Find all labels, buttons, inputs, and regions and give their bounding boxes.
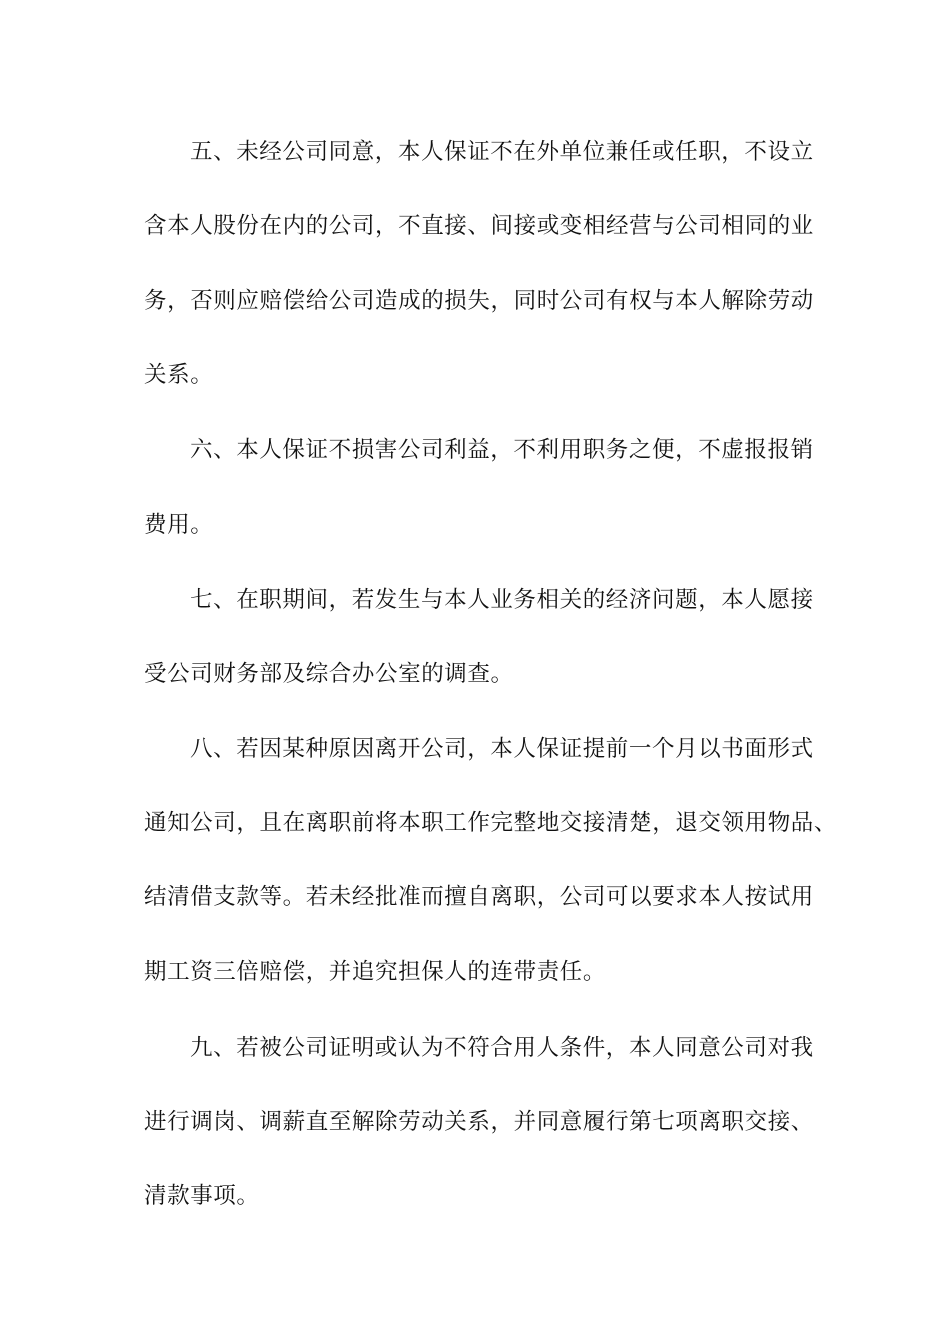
- clause-8-line-2: 通知公司，且在离职前将本职工作完整地交接清楚，退交领用物品、: [144, 810, 838, 836]
- clause-9-line-1: 九、若被公司证明或认为不符合用人条件，本人同意公司对我: [190, 1035, 814, 1061]
- clause-7-line-2: 受公司财务部及综合办公室的调查。: [144, 661, 514, 687]
- clause-6-line-2: 费用。: [144, 512, 214, 538]
- clause-6-line-1: 六、本人保证不损害公司利益，不利用职务之便，不虚报报销: [190, 437, 814, 463]
- clause-7-line-1: 七、在职期间，若发生与本人业务相关的经济问题，本人愿接: [190, 587, 814, 613]
- clause-5-line-1: 五、未经公司同意，本人保证不在外单位兼任或任职，不设立: [190, 139, 814, 165]
- clause-9-line-2: 进行调岗、调薪直至解除劳动关系，并同意履行第七项离职交接、: [144, 1109, 814, 1135]
- clause-8-line-1: 八、若因某种原因离开公司，本人保证提前一个月以书面形式: [190, 736, 814, 762]
- clause-8-line-3: 结清借支款等。若未经批准而擅自离职，公司可以要求本人按试用: [144, 884, 814, 910]
- clause-5-line-4: 关系。: [144, 362, 214, 388]
- clause-5-line-2: 含本人股份在内的公司，不直接、间接或变相经营与公司相同的业: [144, 213, 814, 239]
- clause-8-line-4: 期工资三倍赔偿，并追究担保人的连带责任。: [144, 959, 607, 985]
- clause-5-line-3: 务，否则应赔偿给公司造成的损失，同时公司有权与本人解除劳动: [144, 288, 814, 314]
- clause-9-line-3: 清款事项。: [144, 1183, 260, 1209]
